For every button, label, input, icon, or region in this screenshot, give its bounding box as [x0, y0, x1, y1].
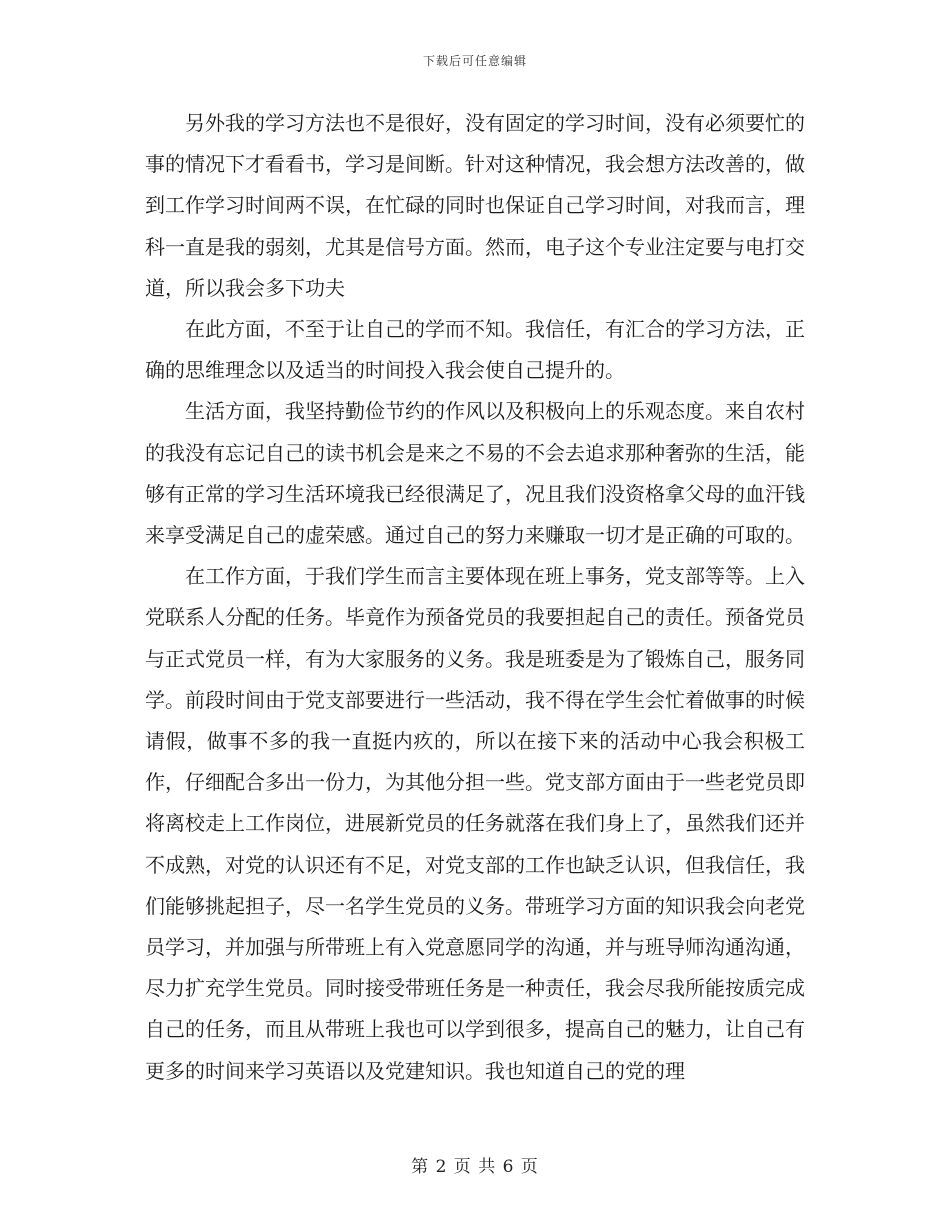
paragraph-work: 在工作方面，于我们学生而言主要体现在班上事务，党支部等等。上入党联系人分配的任务。毕竟作为预备党员的我要担起自己的责任。预备党员与正式党员一样，有为大家服务的义务。我是班委是为了锻炼自己，服务同学。前段时间由于党支部要进行一些活动，我不得在学生会忙着做事的时候请假，做事不多的我一直挺内疚的，所以在接下来的活动中心我会积极工作，仔细配合多出一份力，为其他分担一些。党支部方面由于一些老党员即将离校走上工作岗位，进展新党员的任务就落在我们身上了，虽然我们还并不成熟，对党的认识还有不足，对党支部的工作也缺乏认识，但我信任，我们能够挑起担子，尽一名学生党员的义务。带班学习方面的知识我会向老党员学习，并加强与所带班上有入党意愿同学的沟通，并与班导师沟通沟通，尽力扩充学生党员。同时接受带班任务是一种责任，我会尽我所能按质完成自己的任务，而且从带班上我也可以学到很多，提高自己的魅力，让自己有更多的时间来学习英语以及党建知识。我也知道自己的党的理: [145, 564, 805, 1083]
page-header-note: 下载后可任意编辑: [422, 54, 527, 68]
page-number: 第 2 页 共 6 页: [411, 1157, 539, 1177]
document-body: [145, 103, 805, 1092]
paragraph-life: 生活方面，我坚持勤俭节约的作风以及积极向上的乐观态度。来自农村的我没有忘记自己的读书机会是来之不易的不会去追求那种奢弥的生活，能够有正常的学习生活环境我已经很满足了，况且我们没资格拿父母的血汗钱来享受满足自己的虚荣感。通过自己的努力来赚取一切才是正确的可取的。: [145, 399, 805, 548]
paragraph-study-improve: 在此方面，不至于让自己的学而不知。我信任，有汇合的学习方法，正确的思维理念以及适当的时间投入我会使自己提升的。: [145, 317, 805, 383]
paragraph-study-method: 另外我的学习方法也不是很好，没有固定的学习时间，没有必须要忙的事的情况下才看看书，学习是间断。针对这种情况，我会想方法改善的，做到工作学习时间两不误，在忙碌的同时也保证自己学习时间，对我而言，理科一直是我的弱刻，尤其是信号方面。然而，电子这个专业注定要与电打交道，所以我会多下功夫: [145, 111, 805, 300]
